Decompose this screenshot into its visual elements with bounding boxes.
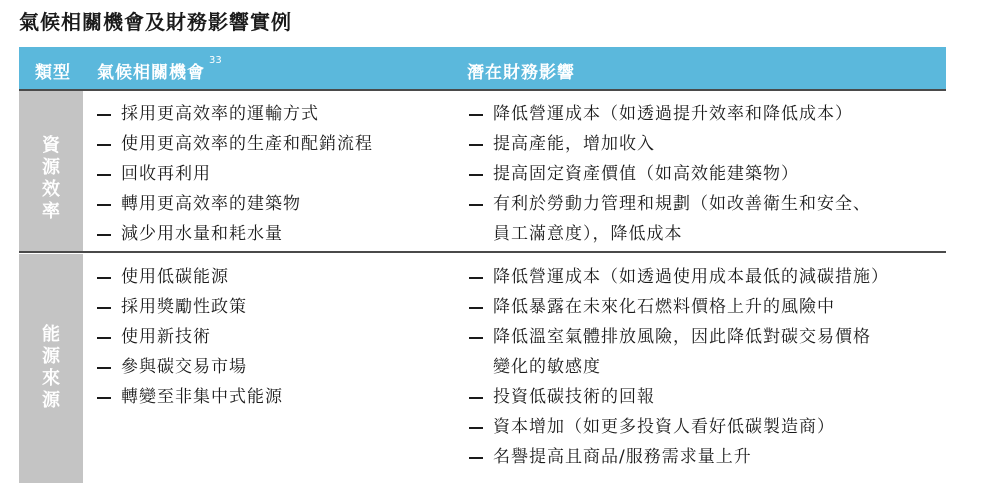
type-char: 能: [42, 324, 60, 345]
type-label: [19, 135, 83, 223]
list-item: 資本增加（如更多投資人看好低碳製造商）: [469, 412, 889, 442]
list-item: 投資低碳技術的回報: [469, 382, 889, 412]
list-item: 採用獎勵性政策: [97, 292, 283, 322]
opportunities-list: [97, 99, 373, 249]
list-item: 使用更高效率的生產和配銷流程: [97, 129, 373, 159]
header-opportunities: [97, 55, 222, 83]
footnote-marker: 33: [209, 55, 222, 66]
type-char: 資: [42, 135, 60, 156]
type-char: 效: [42, 179, 60, 200]
type-char: 源: [42, 346, 60, 367]
list-item: 轉用更高效率的建築物: [97, 189, 373, 219]
page-title: 氣候相關機會及財務影響實例: [19, 10, 292, 34]
list-item: 減少用水量和耗水量: [97, 219, 373, 249]
list-item-continuation: 員工滿意度），降低成本: [493, 224, 683, 244]
impacts-list: [469, 262, 889, 472]
header-impact: 潛在財務影響: [467, 63, 575, 83]
type-label: [19, 324, 83, 412]
list-item-continuation: 變化的敏感度: [493, 357, 601, 377]
list-item: 提高產能，增加收入: [469, 129, 871, 159]
list-item: 轉變至非集中式能源: [97, 382, 283, 412]
list-item: 提高固定資產價值（如高效能建築物）: [469, 159, 871, 189]
table-row-resource-efficiency: [19, 89, 946, 251]
header-type: 類型: [35, 63, 71, 83]
opportunities-list: [97, 262, 283, 412]
type-char: 來: [42, 368, 60, 389]
type-char: 源: [42, 157, 60, 178]
table-header: [19, 47, 946, 89]
list-item: 名譽提高且商品/服務需求量上升: [469, 442, 889, 472]
list-item: 使用新技術: [97, 322, 283, 352]
list-item: 有利於勞動力管理和規劃（如改善衛生和安全、: [469, 189, 871, 219]
header-opportunities-label: 氣候相關機會: [97, 63, 205, 83]
list-item: 使用低碳能源: [97, 262, 283, 292]
type-char: 源: [42, 390, 60, 411]
list-item: 降低營運成本（如透過提升效率和降低成本）: [469, 99, 871, 129]
list-item: 降低溫室氣體排放風險，因此降低對碳交易價格: [469, 322, 889, 352]
list-item: 參與碳交易市場: [97, 352, 283, 382]
table-row-energy-source: [19, 252, 946, 467]
list-item: 回收再利用: [97, 159, 373, 189]
type-char: 率: [42, 201, 60, 222]
type-cell: [19, 254, 83, 483]
list-item: 降低暴露在未來化石燃料價格上升的風險中: [469, 292, 889, 322]
list-item: 採用更高效率的運輸方式: [97, 99, 373, 129]
type-cell: [19, 91, 83, 251]
impacts-list: [469, 99, 871, 249]
list-item: 降低營運成本（如透過使用成本最低的減碳措施）: [469, 262, 889, 292]
opportunities-table: [19, 47, 946, 467]
